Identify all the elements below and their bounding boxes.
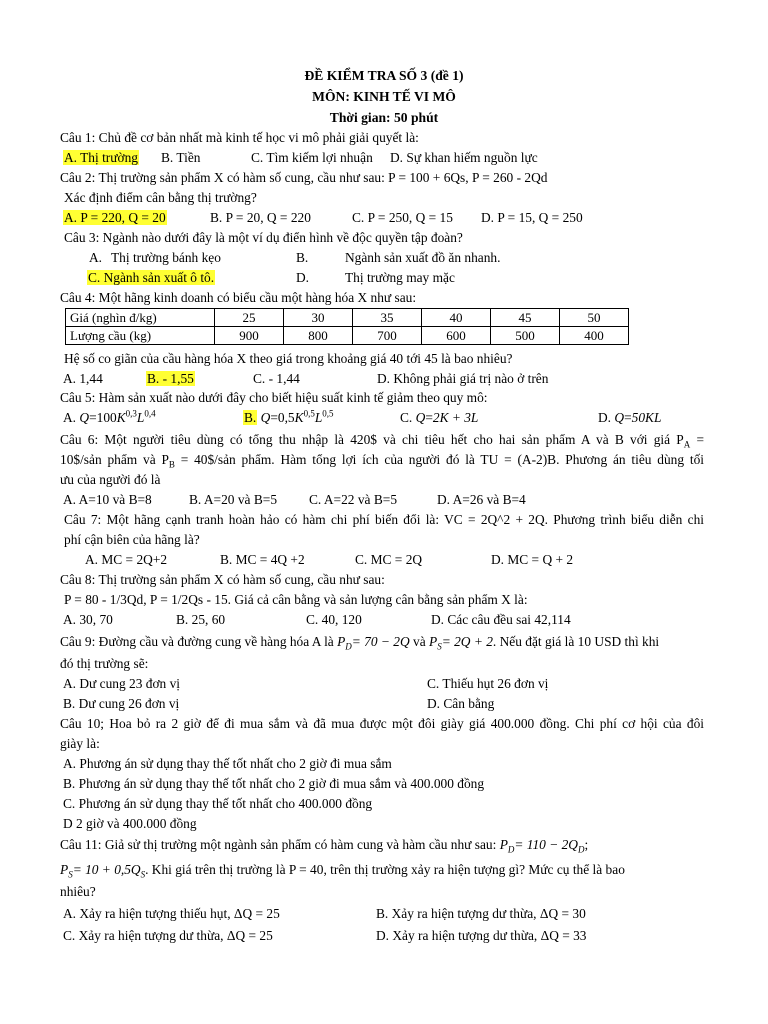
table-cell: 50 <box>560 309 629 327</box>
exam-title: ĐỀ KIỂM TRA SỐ 3 (đề 1) <box>304 68 464 83</box>
question-6: Câu 6: Một người tiêu dùng có tổng thu nhập là 420$ và chi tiêu hết cho hai sản phẩm A và B với giá $P_A$ = <box>60 432 704 450</box>
q4-option-a: A. 1,44 <box>63 371 103 386</box>
q7-option-b: B. MC = 4Q +2 <box>220 552 305 567</box>
table-cell: 700 <box>353 327 422 345</box>
q8-option-d: D. Các câu đều sai 42,114 <box>431 612 571 627</box>
q9-option-b: B. Dư cung 26 đơn vị <box>63 696 180 711</box>
q3-option-c: C. Ngành sản xuất ô tô. <box>88 270 215 285</box>
question-3: Câu 3: Ngành nào dưới đây là một ví dụ điển hình về độc quyền tập đoàn? <box>64 230 463 245</box>
q8-option-a: A. 30, 70 <box>63 612 113 627</box>
table-cell: 900 <box>215 327 284 345</box>
q1-option-b: B. Tiền <box>161 150 201 165</box>
q5-option-b: B. $Q=0,5K^{0,5}L^{0,5}$ <box>244 408 334 425</box>
question-8-line2: P = 80 - 1/3Qd, P = 1/2Qs - 15. Giá cả cân bằng và sản lượng cân bằng sản phẩm X là: <box>64 592 528 607</box>
question-9-line2: đó thị trường sẽ: <box>60 656 149 671</box>
q9-option-a: A. Dư cung 23 đơn vị <box>63 676 180 691</box>
question-5: Câu 5: Hàm sản xuất nào dưới đây cho biết hiệu suất kinh tế giảm theo quy mô: <box>60 390 488 405</box>
question-10-line2: giày là: <box>60 736 100 751</box>
q4-option-b: B. - 1,55 <box>147 371 194 386</box>
q11-option-c: C. Xảy ra hiện tượng dư thừa, ΔQ = 25 <box>63 928 273 943</box>
question-4-line2: Hệ số co giãn của cầu hàng hóa X theo giá trong khoảng giá 40 tới 45 là bao nhiêu? <box>64 351 513 366</box>
table-cell: 30 <box>284 309 353 327</box>
q6-option-d: D. A=26 và B=4 <box>437 492 526 507</box>
q10-option-c: C. Phương án sử dụng thay thế tốt nhất cho 400.000 đồng <box>63 796 373 811</box>
table-cell: 35 <box>353 309 422 327</box>
question-7: Câu 7: Một hãng cạnh tranh hoàn hảo có hàm chi phí biến đổi là: VC = 2Q^2 + 2Q. Phương trình biểu diễn chi <box>64 512 704 527</box>
table-cell: 25 <box>215 309 284 327</box>
question-9: Câu 9: Đường cầu và đường cung về hàng hóa A là $P_D= 70 - 2Q$ và $P_S= 2Q + 2$. Nếu đặt giá là 10 USD thì khi <box>60 634 660 652</box>
question-6-line3: ưu của người đó là <box>60 472 161 487</box>
q2-option-d: D. P = 15, Q = 250 <box>481 210 583 225</box>
q2-option-c: C. P = 250, Q = 15 <box>352 210 453 225</box>
q1-option-a: A. Thị trường <box>64 150 138 165</box>
question-2: Câu 2: Thị trường sản phẩm X có hàm số cung, cầu như sau: P = 100 + 6Qs, P = 260 - 2Qd <box>60 170 548 185</box>
table-row-quantity <box>66 327 629 345</box>
q9-option-c: C. Thiếu hụt 26 đơn vị <box>427 676 549 691</box>
question-11-line3: nhiêu? <box>60 884 96 899</box>
question-11-line2: $P_S= 10 + 0,5Q_S$. Khi giá trên thị trường là P = 40, trên thị trường xảy ra hiện tượng gì? Mức cụ thể là bao <box>60 862 625 880</box>
q4-option-d: D. Không phải giá trị nào ở trên <box>377 371 549 386</box>
question-11: Câu 11: Giả sử thị trường một ngành sản phẩm có hàm cung và hàm cầu như sau: $P_D= 110 - 2Q_D$; <box>60 837 589 855</box>
question-2-line2: Xác định điểm cân bằng thị trường? <box>64 190 257 205</box>
q11-option-b: B. Xảy ra hiện tượng dư thừa, ΔQ = 30 <box>376 906 586 921</box>
q8-option-b: B. 25, 60 <box>176 612 226 627</box>
table-cell: 600 <box>422 327 491 345</box>
table-cell: 400 <box>560 327 629 345</box>
q7-option-c: C. MC = 2Q <box>355 552 423 567</box>
question-7-line2: phí cận biên của hãng là? <box>64 532 200 547</box>
q3-option-b: Ngành sản xuất đồ ăn nhanh. <box>345 250 501 265</box>
exam-subject: MÔN: KINH TẾ VI MÔ <box>312 89 456 104</box>
question-6-line2: 10$/sản phẩm và $P_B$ = 40$/sản phẩm. Hàm tổng lợi ích của người đó là TU = (A-2)B. Phương án tiêu dùng tối <box>60 452 704 470</box>
q1-option-c: C. Tìm kiếm lợi nhuận <box>251 150 373 165</box>
q9-option-d: D. Cân bằng <box>427 696 495 711</box>
table-cell: 500 <box>491 327 560 345</box>
q2-option-b: B. P = 20, Q = 220 <box>210 210 311 225</box>
q4-option-c: C. - 1,44 <box>253 371 300 386</box>
q3-option-d: Thị trường may mặc <box>345 270 455 285</box>
q7-option-d: D. MC = Q + 2 <box>491 552 574 567</box>
table-row-label: Lượng cầu (kg) <box>66 327 215 345</box>
q5-option-c: C. Q=2K + 3L <box>400 410 479 425</box>
table-cell: 45 <box>491 309 560 327</box>
table-row-price <box>66 309 629 327</box>
q10-option-a: A. Phương án sử dụng thay thế tốt nhất cho 2 giờ đi mua sắm <box>63 756 392 771</box>
q7-option-a: A. MC = 2Q+2 <box>85 552 168 567</box>
question-10: Câu 10; Hoa bỏ ra 2 giờ để đi mua sắm và đã mua được một đôi giày giá 400.000 đồng. Chi phí cơ hội của đôi <box>60 716 704 731</box>
q10-option-b: B. Phương án sử dụng thay thế tốt nhất cho 2 giờ đi mua sắm và 400.000 đồng <box>63 776 485 791</box>
q2-option-a: A. P = 220, Q = 20 <box>64 210 166 225</box>
q5-option-d: D. Q=50KL <box>598 410 662 425</box>
q8-option-c: C. 40, 120 <box>306 612 362 627</box>
q11-option-a: A. Xảy ra hiện tượng thiếu hụt, ΔQ = 25 <box>63 906 280 921</box>
question-8: Câu 8: Thị trường sản phẩm X có hàm số cung, cầu như sau: <box>60 572 385 587</box>
q3-option-a: Thị trường bánh kẹo <box>111 250 221 265</box>
question-1: Câu 1: Chủ đề cơ bản nhất mà kinh tế học vi mô phải giải quyết là: <box>60 130 419 145</box>
q3-option-a-letter: A. <box>89 250 103 265</box>
q5-option-a: A. $Q=100K^{0,3}L^{0,4}$ <box>63 408 156 425</box>
q6-option-a: A. A=10 và B=8 <box>63 492 152 507</box>
question-4: Câu 4: Một hãng kinh doanh có biểu cầu một hàng hóa X như sau: <box>60 290 417 305</box>
table-row-label: Giá (nghìn đ/kg) <box>66 309 215 327</box>
exam-time: Thời gian: 50 phút <box>329 110 439 125</box>
q3-option-b-letter: B. <box>296 250 309 265</box>
q3-option-d-letter: D. <box>296 270 310 285</box>
q10-option-d: D 2 giờ và 400.000 đồng <box>63 816 197 831</box>
q6-option-b: B. A=20 và B=5 <box>189 492 278 507</box>
demand-table <box>65 308 629 345</box>
q6-option-c: C. A=22 và B=5 <box>309 492 398 507</box>
q1-option-d: D. Sự khan hiếm nguồn lực <box>390 150 538 165</box>
table-cell: 800 <box>284 327 353 345</box>
q11-option-d: D. Xảy ra hiện tượng dư thừa, ΔQ = 33 <box>376 928 587 943</box>
table-cell: 40 <box>422 309 491 327</box>
